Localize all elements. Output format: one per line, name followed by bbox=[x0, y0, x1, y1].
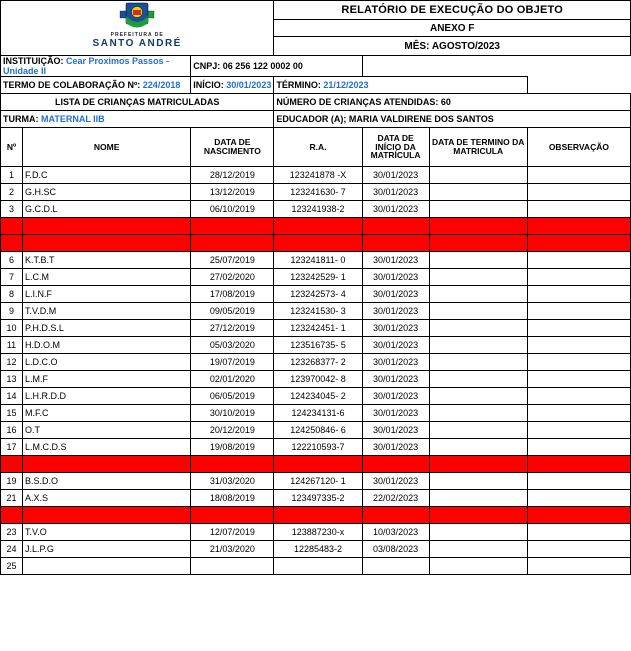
cell-num: 19 bbox=[1, 473, 23, 490]
cell-ra: 123242529- 1 bbox=[274, 269, 362, 286]
cell-termino-matricula bbox=[429, 337, 527, 354]
cell-ra: 123516735- 5 bbox=[274, 337, 362, 354]
inicio-label: INÍCIO: bbox=[193, 80, 224, 90]
cell-nascimento: 19/07/2019 bbox=[191, 354, 274, 371]
cell-inicio-matricula: 30/01/2023 bbox=[362, 456, 429, 473]
cell-termino-matricula bbox=[429, 269, 527, 286]
table-row[interactable] bbox=[1, 286, 631, 303]
cell-ra: 123970042- 8 bbox=[274, 371, 362, 388]
cell-nome: F.D.C bbox=[23, 167, 191, 184]
cell-ra: 123241878 -X bbox=[274, 167, 362, 184]
table-row[interactable] bbox=[1, 218, 631, 235]
cell-num: 13 bbox=[1, 371, 23, 388]
cell-nascimento: 27/02/2020 bbox=[191, 269, 274, 286]
cell-nascimento: 06/10/2019 bbox=[191, 201, 274, 218]
cell-num: 21 bbox=[1, 490, 23, 507]
cell-nome: M.F.C bbox=[23, 405, 191, 422]
cell-inicio-matricula: 30/01/2023 bbox=[362, 405, 429, 422]
cell-termino-matricula bbox=[429, 524, 527, 541]
table-row[interactable] bbox=[1, 524, 631, 541]
cell-inicio-matricula: 30/01/2023 bbox=[362, 303, 429, 320]
cell-termino-matricula bbox=[429, 354, 527, 371]
cell-ra: 124267120- 1 bbox=[274, 473, 362, 490]
turma-label: TURMA: bbox=[3, 114, 39, 124]
termino-label: TÉRMINO: bbox=[276, 80, 321, 90]
cell-nome: J.L.P.G bbox=[23, 541, 191, 558]
cell-observacao bbox=[527, 320, 630, 337]
cell-num: 10 bbox=[1, 320, 23, 337]
cell-inicio-matricula: 30/01/2023 bbox=[362, 218, 429, 235]
cell-termino-matricula: 17/02/2023 bbox=[429, 235, 527, 252]
cell-ra: 123241938-2 bbox=[274, 201, 362, 218]
cell-observacao bbox=[527, 439, 630, 456]
cell-nascimento: 21/03/2020 bbox=[191, 541, 274, 558]
table-row[interactable] bbox=[1, 252, 631, 269]
cell-nome: L.D.C.O bbox=[23, 354, 191, 371]
cell-termino-matricula bbox=[429, 405, 527, 422]
table-row[interactable] bbox=[1, 235, 631, 252]
cell-inicio-matricula: 30/01/2023 bbox=[362, 473, 429, 490]
cell-termino-matricula bbox=[429, 303, 527, 320]
cell-num: 23 bbox=[1, 524, 23, 541]
annex-label: ANEXO F bbox=[274, 20, 631, 37]
cell-observacao bbox=[527, 473, 630, 490]
cell-nascimento: 09/05/2019 bbox=[191, 303, 274, 320]
cell-termino-matricula bbox=[429, 558, 527, 575]
cell-nascimento: 09/03/2020 bbox=[191, 507, 274, 524]
table-row[interactable] bbox=[1, 320, 631, 337]
cell-ra: 122131903- 6 bbox=[274, 235, 362, 252]
cell-num: 12 bbox=[1, 354, 23, 371]
cell-nome: T.Q.S bbox=[23, 507, 191, 524]
cell-inicio-matricula: 10/03/2023 bbox=[362, 524, 429, 541]
cell-num: 4 bbox=[1, 218, 23, 235]
cell-observacao bbox=[527, 303, 630, 320]
institution-cell bbox=[1, 56, 191, 77]
cell-nome: L.M.F bbox=[23, 371, 191, 388]
cell-ra bbox=[274, 558, 362, 575]
col-header-observacao: OBSERVAÇÃO bbox=[527, 128, 630, 167]
cell-ra: 122703806-1 bbox=[274, 218, 362, 235]
col-header-ra: R.A. bbox=[274, 128, 362, 167]
cell-inicio-matricula: 30/01/2023 bbox=[362, 252, 429, 269]
cell-nome: L.C.M bbox=[23, 269, 191, 286]
cnpj-label: CNPJ: bbox=[193, 61, 221, 71]
table-row[interactable] bbox=[1, 269, 631, 286]
cell-termino-matricula bbox=[429, 201, 527, 218]
cell-nascimento: 17/08/2019 bbox=[191, 286, 274, 303]
cell-termino-matricula: 02/05/2023 bbox=[429, 507, 527, 524]
turma-value: MATERNAL IIB bbox=[41, 114, 105, 124]
cell-nome: G.H.SC bbox=[23, 184, 191, 201]
page-title: RELATÓRIO DE EXECUÇÃO DO OBJETO bbox=[274, 1, 631, 20]
cell-ra: 123242451- 1 bbox=[274, 320, 362, 337]
cell-inicio-matricula bbox=[362, 558, 429, 575]
cell-ra: 123241630- 7 bbox=[274, 184, 362, 201]
cell-nome: L.H.R.D.D bbox=[23, 388, 191, 405]
cell-num: 15 bbox=[1, 405, 23, 422]
cell-nascimento bbox=[191, 558, 274, 575]
table-row[interactable] bbox=[1, 439, 631, 456]
cell-num: 6 bbox=[1, 252, 23, 269]
cell-nascimento: 28/12/2019 bbox=[191, 167, 274, 184]
cell-nascimento: 13/12/2019 bbox=[191, 184, 274, 201]
cell-observacao bbox=[527, 235, 630, 252]
cell-inicio-matricula: 30/01/2023 bbox=[362, 286, 429, 303]
cell-num: 7 bbox=[1, 269, 23, 286]
cell-ra: 0-000092 bbox=[274, 507, 362, 524]
cell-num: 18 bbox=[1, 456, 23, 473]
crest-city-label: SANTO ANDRÉ bbox=[92, 37, 182, 49]
table-row[interactable] bbox=[1, 167, 631, 184]
cell-termino-matricula bbox=[429, 167, 527, 184]
cell-observacao bbox=[527, 269, 630, 286]
cell-inicio-matricula: 30/01/2023 bbox=[362, 201, 429, 218]
cell-num: 14 bbox=[1, 388, 23, 405]
cell-nascimento: 06/05/2019 bbox=[191, 388, 274, 405]
table-row[interactable] bbox=[1, 473, 631, 490]
table-row[interactable] bbox=[1, 303, 631, 320]
cell-inicio-matricula: 30/01/2023 bbox=[362, 235, 429, 252]
cell-nascimento: 25/07/2019 bbox=[191, 252, 274, 269]
cnpj-cell bbox=[191, 56, 362, 77]
cell-ra: 123887230-x bbox=[274, 524, 362, 541]
cell-num: 3 bbox=[1, 201, 23, 218]
cell-observacao bbox=[527, 286, 630, 303]
inicio-value: 30/01/2023 bbox=[226, 80, 272, 90]
cell-termino-matricula bbox=[429, 388, 527, 405]
cell-nascimento: 27/12/2019 bbox=[191, 320, 274, 337]
cell-ra: 12285483-2 bbox=[274, 541, 362, 558]
cell-inicio-matricula: 30/01/2023 bbox=[362, 371, 429, 388]
cell-ra: 124250846- 6 bbox=[274, 422, 362, 439]
cell-observacao bbox=[527, 354, 630, 371]
educador-label: EDUCADOR (A); MARIA VALDIRENE DOS SANTOS bbox=[274, 111, 631, 128]
cell-num: 22 bbox=[1, 507, 23, 524]
cell-inicio-matricula: 30/01/2023 bbox=[362, 354, 429, 371]
termino-value: 21/12/2023 bbox=[323, 80, 369, 90]
cell-termino-matricula bbox=[429, 286, 527, 303]
table-row[interactable] bbox=[1, 490, 631, 507]
cell-ra: 123268377- 2 bbox=[274, 354, 362, 371]
cell-nascimento: 05/03/2020 bbox=[191, 337, 274, 354]
cell-observacao bbox=[527, 456, 630, 473]
city-crest-icon bbox=[116, 2, 158, 32]
cell-nascimento: 20/12/2019 bbox=[191, 422, 274, 439]
col-header-inicio-matricula: DATA DE INÍCIO DA MATRÍCULA bbox=[362, 128, 429, 167]
cell-nome: T.V.D.M bbox=[23, 303, 191, 320]
table-row[interactable] bbox=[1, 371, 631, 388]
cell-nome: A.X.S bbox=[23, 490, 191, 507]
cell-nascimento: 31/03/2020 bbox=[191, 473, 274, 490]
cell-observacao bbox=[527, 541, 630, 558]
cell-nome: O.T bbox=[23, 422, 191, 439]
cell-nascimento: 23/11/2019 bbox=[191, 218, 274, 235]
cell-observacao bbox=[527, 167, 630, 184]
termo-cell bbox=[1, 77, 191, 94]
cell-ra: 123497335-2 bbox=[274, 490, 362, 507]
cell-nascimento: 07/07/2019 bbox=[191, 456, 274, 473]
cell-nome: J.A.F bbox=[23, 235, 191, 252]
cell-num: 5 bbox=[1, 235, 23, 252]
table-row[interactable] bbox=[1, 422, 631, 439]
table-row[interactable] bbox=[1, 184, 631, 201]
cell-observacao bbox=[527, 405, 630, 422]
cell-nome: T.V.O bbox=[23, 524, 191, 541]
cell-termino-matricula bbox=[429, 371, 527, 388]
cell-termino-matricula: 15/02/2023 bbox=[429, 456, 527, 473]
termino-cell bbox=[274, 77, 527, 94]
cell-nascimento: 18/08/2019 bbox=[191, 490, 274, 507]
cell-num: 24 bbox=[1, 541, 23, 558]
cell-inicio-matricula: 30/01/2023 bbox=[362, 167, 429, 184]
cell-nascimento: 30/10/2019 bbox=[191, 405, 274, 422]
cell-num: 1 bbox=[1, 167, 23, 184]
month-label: MÊS: AGOSTO/2023 bbox=[274, 37, 631, 56]
table-row[interactable] bbox=[1, 456, 631, 473]
table-row[interactable] bbox=[1, 337, 631, 354]
cell-nome: H.D.O.M bbox=[23, 337, 191, 354]
cell-nome: G.C.D.L bbox=[23, 201, 191, 218]
cell-observacao bbox=[527, 422, 630, 439]
institution-value: Cear Proximos Passos - Unidade II bbox=[3, 56, 170, 76]
table-row[interactable] bbox=[1, 405, 631, 422]
cell-nome bbox=[23, 558, 191, 575]
cell-ra: 123215147-6 bbox=[274, 456, 362, 473]
cell-termino-matricula bbox=[429, 252, 527, 269]
table-row[interactable] bbox=[1, 388, 631, 405]
cell-nome: L.I.N.F bbox=[23, 286, 191, 303]
cell-nome: B.S.D.O bbox=[23, 473, 191, 490]
cell-observacao bbox=[527, 371, 630, 388]
cell-ra: 123242573- 4 bbox=[274, 286, 362, 303]
cell-nascimento: 19/07/2019 bbox=[191, 235, 274, 252]
cell-num: 25 bbox=[1, 558, 23, 575]
cell-observacao bbox=[527, 558, 630, 575]
cell-observacao bbox=[527, 507, 630, 524]
col-header-nascimento: DATA DE NASCIMENTO bbox=[191, 128, 274, 167]
crest-top-label: PREFEITURA DE bbox=[110, 31, 164, 38]
cell-nascimento: 02/01/2020 bbox=[191, 371, 274, 388]
cell-nascimento: 12/07/2019 bbox=[191, 524, 274, 541]
cell-num: 2 bbox=[1, 184, 23, 201]
table-row[interactable] bbox=[1, 507, 631, 524]
lista-label: LISTA DE CRIANÇAS MATRICULADAS bbox=[1, 94, 274, 111]
cell-observacao bbox=[527, 337, 630, 354]
cell-inicio-matricula: 30/01/2023 bbox=[362, 388, 429, 405]
cell-observacao bbox=[527, 524, 630, 541]
cell-num: 16 bbox=[1, 422, 23, 439]
cell-num: 9 bbox=[1, 303, 23, 320]
cell-inicio-matricula: 30/01/2023 bbox=[362, 269, 429, 286]
termo-value: 224/2018 bbox=[142, 80, 181, 90]
col-header-nome: NOME bbox=[23, 128, 191, 167]
cell-num: 8 bbox=[1, 286, 23, 303]
cell-ra: 123241811- 0 bbox=[274, 252, 362, 269]
cell-inicio-matricula: 03/08/2023 bbox=[362, 541, 429, 558]
col-header-num: Nº bbox=[1, 128, 23, 167]
cell-inicio-matricula: 30/01/2023 bbox=[362, 439, 429, 456]
cell-ra: 122210593-7 bbox=[274, 439, 362, 456]
cell-ra: 124234045- 2 bbox=[274, 388, 362, 405]
quantidade-label: NÚMERO DE CRIANÇAS ATENDIDAS: 60 bbox=[274, 94, 631, 111]
table-row[interactable] bbox=[1, 201, 631, 218]
cell-ra: 123241530- 3 bbox=[274, 303, 362, 320]
cell-termino-matricula bbox=[429, 473, 527, 490]
table-row[interactable] bbox=[1, 354, 631, 371]
cell-observacao bbox=[527, 252, 630, 269]
cell-nome: L.M.C.D.S bbox=[23, 439, 191, 456]
cell-inicio-matricula: 30/01/2023 bbox=[362, 422, 429, 439]
cell-inicio-matricula: 27/02/2023 bbox=[362, 507, 429, 524]
cell-num: 17 bbox=[1, 439, 23, 456]
cell-nome: P.H.D.S.L bbox=[23, 320, 191, 337]
table-row[interactable] bbox=[1, 558, 631, 575]
cell-termino-matricula bbox=[429, 490, 527, 507]
cell-nome: K.T.B.T bbox=[23, 252, 191, 269]
cell-termino-matricula bbox=[429, 184, 527, 201]
cell-termino-matricula bbox=[429, 422, 527, 439]
cell-observacao bbox=[527, 218, 630, 235]
cell-observacao bbox=[527, 201, 630, 218]
cell-inicio-matricula: 22/02/2023 bbox=[362, 490, 429, 507]
cell-inicio-matricula: 30/01/2023 bbox=[362, 184, 429, 201]
cell-inicio-matricula: 30/01/2023 bbox=[362, 320, 429, 337]
cell-observacao bbox=[527, 490, 630, 507]
cell-termino-matricula: 10/07/2023 bbox=[429, 218, 527, 235]
institution-label: INSTITUIÇÃO: bbox=[3, 56, 64, 66]
cnpj-value: 06 256 122 0002 00 bbox=[222, 61, 303, 71]
cell-termino-matricula bbox=[429, 320, 527, 337]
turma-cell bbox=[1, 111, 274, 128]
cell-inicio-matricula: 30/01/2023 bbox=[362, 337, 429, 354]
col-header-termino-matricula: DATA DE TERMINO DA MATRICULA bbox=[429, 128, 527, 167]
cell-nome: K.R.C bbox=[23, 456, 191, 473]
cell-observacao bbox=[527, 388, 630, 405]
inicio-cell bbox=[191, 77, 274, 94]
termo-label: TERMO DE COLABORAÇÃO Nº: bbox=[3, 80, 141, 90]
cell-termino-matricula bbox=[429, 439, 527, 456]
crest-cell bbox=[1, 1, 274, 56]
cell-nascimento: 19/08/2019 bbox=[191, 439, 274, 456]
cell-num: 11 bbox=[1, 337, 23, 354]
cell-termino-matricula bbox=[429, 541, 527, 558]
cell-observacao bbox=[527, 184, 630, 201]
cell-ra: 124234131-6 bbox=[274, 405, 362, 422]
table-row[interactable] bbox=[1, 541, 631, 558]
cell-nome: J.V.R bbox=[23, 218, 191, 235]
